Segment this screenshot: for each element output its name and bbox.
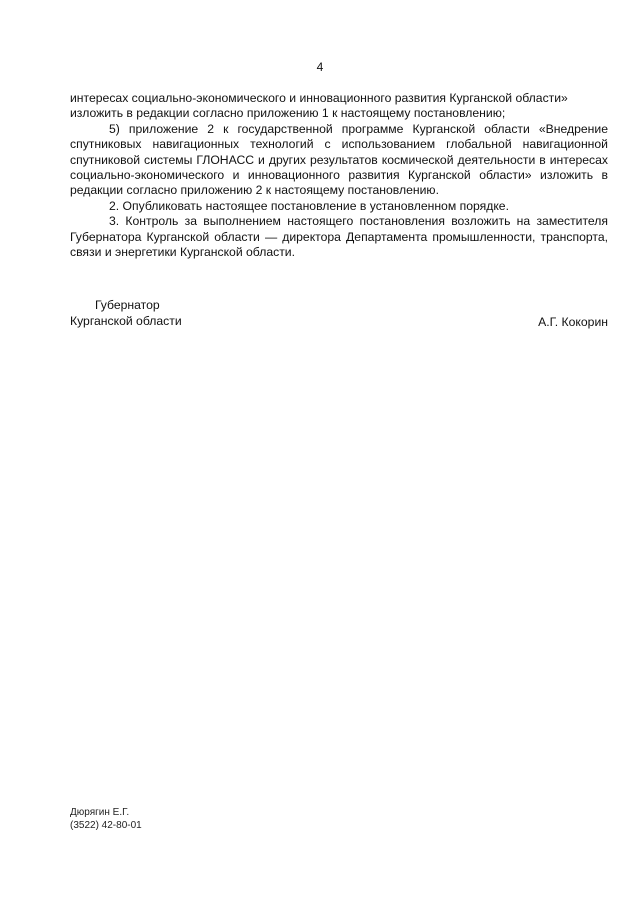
executor-phone: (3522) 42-80-01 bbox=[70, 820, 142, 831]
paragraph-item-5: 5) приложение 2 к государственной программе Курганской области «Внедрение спутниковых навигационных технологий с использованием глобальной навигационной спутниковой системы ГЛОНАСС и других результатов космической деятельности в интересах социально-экономического и инновационного развития Курганской области» изложить в редакции согласно приложению 2 к настоящему постановлению. bbox=[70, 121, 608, 198]
paragraph-item-2: 2. Опубликовать настоящее постановление в установленном порядке. bbox=[109, 198, 509, 213]
paragraph-item-3: 3. Контроль за выполнением настоящего постановления возложить на заместителя Губернатора Курганской области — директора Департамента промышленности, транспорта, связи и энергетики Курганской области. bbox=[70, 214, 608, 260]
paragraph-continuation: интересах социально-экономического и инновационного развития Курганской области» изложить в редакции согласно приложению 1 к настоящему постановлению; bbox=[70, 91, 568, 121]
page-number: 4 bbox=[316, 60, 324, 74]
executor-footer bbox=[70, 806, 142, 832]
signatory-title-line-1: Губернатор bbox=[95, 298, 160, 312]
document-body bbox=[70, 91, 608, 260]
signatory-title bbox=[70, 297, 182, 329]
signatory-name: А.Г. Кокорин bbox=[538, 315, 608, 329]
signatory-title-line-2: Курганской области bbox=[70, 314, 182, 328]
executor-name: Дюрягин Е.Г. bbox=[70, 807, 130, 818]
